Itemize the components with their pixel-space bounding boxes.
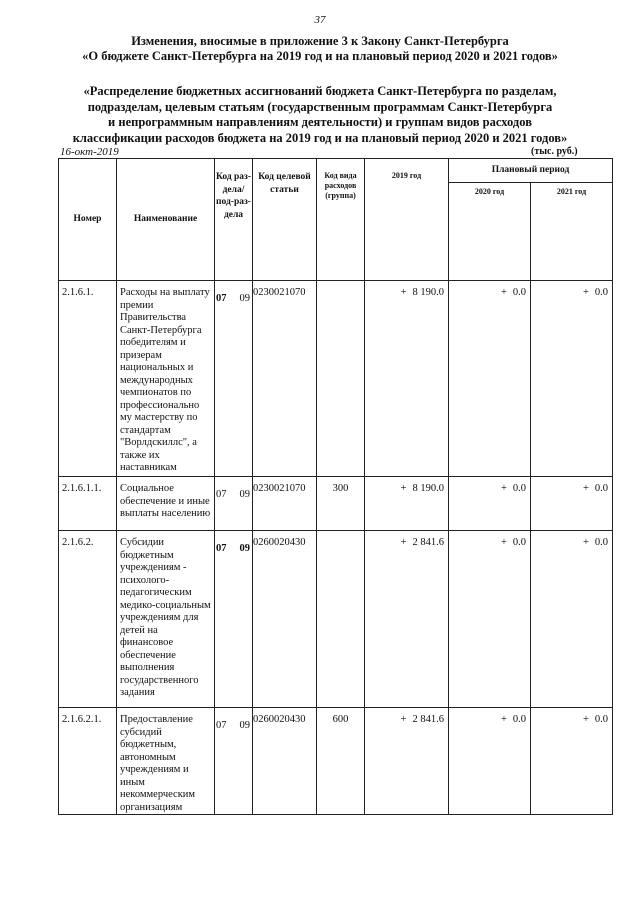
sign-plus: +	[400, 537, 407, 548]
section-code-pair	[215, 483, 252, 502]
sign-plus: +	[400, 483, 407, 494]
value-2021: 0.0	[594, 287, 608, 298]
row-number: 2.1.6.2.	[59, 531, 117, 708]
header-2019: 2019 год	[365, 159, 449, 281]
header-section-code: Код раз-дела/ под-раз-дела	[215, 159, 253, 281]
podrazdel-code: 09	[239, 293, 250, 304]
sign-plus: +	[582, 537, 589, 548]
sign-plus: +	[582, 287, 589, 298]
row-value-2020	[449, 531, 531, 708]
sign-plus: +	[582, 714, 589, 725]
title-line-1: Изменения, вносимые в приложение 3 к Закону Санкт-Петербурга	[131, 34, 509, 48]
row-expense-code: 300	[317, 477, 365, 531]
subtitle-line-2: подразделам, целевым статьям (государственным программам Санкт-Петербурга	[87, 99, 553, 114]
row-target-code: 0260020430	[253, 708, 317, 815]
sign-plus: +	[500, 483, 507, 494]
podrazdel-code: 09	[239, 720, 250, 731]
section-code-pair	[215, 714, 252, 733]
units-label: (тыс. руб.)	[531, 146, 578, 157]
row-number: 2.1.6.1.1.	[59, 477, 117, 531]
table-row	[59, 531, 613, 708]
document-subtitle	[40, 84, 600, 146]
podrazdel-code: 09	[239, 543, 250, 554]
row-value-2019	[365, 281, 449, 477]
row-target-code: 0230021070	[253, 477, 317, 531]
row-number: 2.1.6.1.	[59, 281, 117, 477]
value-2019: 2 841.6	[412, 537, 444, 548]
row-value-2020	[449, 708, 531, 815]
value-2021: 0.0	[594, 483, 608, 494]
row-value-2021	[531, 477, 613, 531]
row-name: Предоставление субсидий бюджетным, автономным учреждениям и иным некоммерческим организациям	[117, 708, 215, 815]
budget-table	[58, 158, 613, 815]
value-2021: 0.0	[594, 714, 608, 725]
row-name: Расходы на выплату премии Правительства Санкт-Петербурга победителям и призерам национальных и международных чемпионатов по профессионально му мастерству по стандартам "Ворлдскиллс", а также их наставникам	[117, 281, 215, 477]
value-2021: 0.0	[594, 537, 608, 548]
sign-plus: +	[500, 287, 507, 298]
header-name: Наименование	[117, 159, 215, 281]
table-row	[59, 281, 613, 477]
podrazdel-code: 09	[239, 489, 250, 500]
sign-plus: +	[582, 483, 589, 494]
row-value-2020	[449, 477, 531, 531]
header-2020: 2020 год	[449, 183, 531, 281]
value-2019: 8 190.0	[412, 483, 444, 494]
value-2020: 0.0	[512, 287, 526, 298]
row-value-2021	[531, 281, 613, 477]
row-value-2019	[365, 708, 449, 815]
row-section-code	[215, 477, 253, 531]
header-target-code: Код целевой статьи	[253, 159, 317, 281]
row-target-code: 0230021070	[253, 281, 317, 477]
table-row	[59, 477, 613, 531]
value-2019: 2 841.6	[412, 714, 444, 725]
value-2020: 0.0	[512, 537, 526, 548]
row-target-code: 0260020430	[253, 531, 317, 708]
row-value-2021	[531, 531, 613, 708]
row-value-2019	[365, 477, 449, 531]
header-planned-period: Плановый период	[449, 159, 613, 183]
page-number: 37	[314, 14, 326, 26]
row-value-2021	[531, 708, 613, 815]
razdel-code: 07	[216, 293, 227, 304]
document-date: 16-окт-2019	[60, 146, 119, 158]
header-expense-code: Код вида расходов (группа)	[317, 159, 365, 281]
row-name: Социальное обеспечение и иные выплаты населению	[117, 477, 215, 531]
row-expense-code	[317, 531, 365, 708]
row-expense-code: 600	[317, 708, 365, 815]
section-code-pair	[215, 537, 252, 556]
row-value-2020	[449, 281, 531, 477]
title-line-2: «О бюджете Санкт-Петербурга на 2019 год и на плановый период 2020 и 2021 годов»	[82, 49, 558, 63]
table-row	[59, 708, 613, 815]
row-value-2019	[365, 531, 449, 708]
value-2019: 8 190.0	[412, 287, 444, 298]
document-title	[40, 34, 600, 64]
header-2021: 2021 год	[531, 183, 613, 281]
section-code-pair	[215, 287, 252, 306]
subtitle-line-4: классификации расходов бюджета на 2019 год и на плановый период 2020 и 2021 годов»	[72, 130, 568, 145]
razdel-code: 07	[216, 720, 227, 731]
row-section-code	[215, 531, 253, 708]
value-2020: 0.0	[512, 483, 526, 494]
sign-plus: +	[400, 287, 407, 298]
row-name: Субсидии бюджетным учреждениям - психолого-педагогическим медико-социальным учреждениям для детей на финансовое обеспечение выполнения государственного задания	[117, 531, 215, 708]
row-section-code	[215, 281, 253, 477]
value-2020: 0.0	[512, 714, 526, 725]
row-number: 2.1.6.2.1.	[59, 708, 117, 815]
sign-plus: +	[400, 714, 407, 725]
row-expense-code	[317, 281, 365, 477]
sign-plus: +	[500, 537, 507, 548]
header-number: Номер	[59, 159, 117, 281]
razdel-code: 07	[216, 489, 227, 500]
sign-plus: +	[500, 714, 507, 725]
subtitle-line-3: и непрограммным направлениям деятельности) и группам видов расходов	[108, 115, 532, 129]
row-section-code	[215, 708, 253, 815]
subtitle-line-1: «Распределение бюджетных ассигнований бюджета Санкт-Петербурга по разделам,	[83, 84, 557, 98]
razdel-code: 07	[216, 543, 227, 554]
